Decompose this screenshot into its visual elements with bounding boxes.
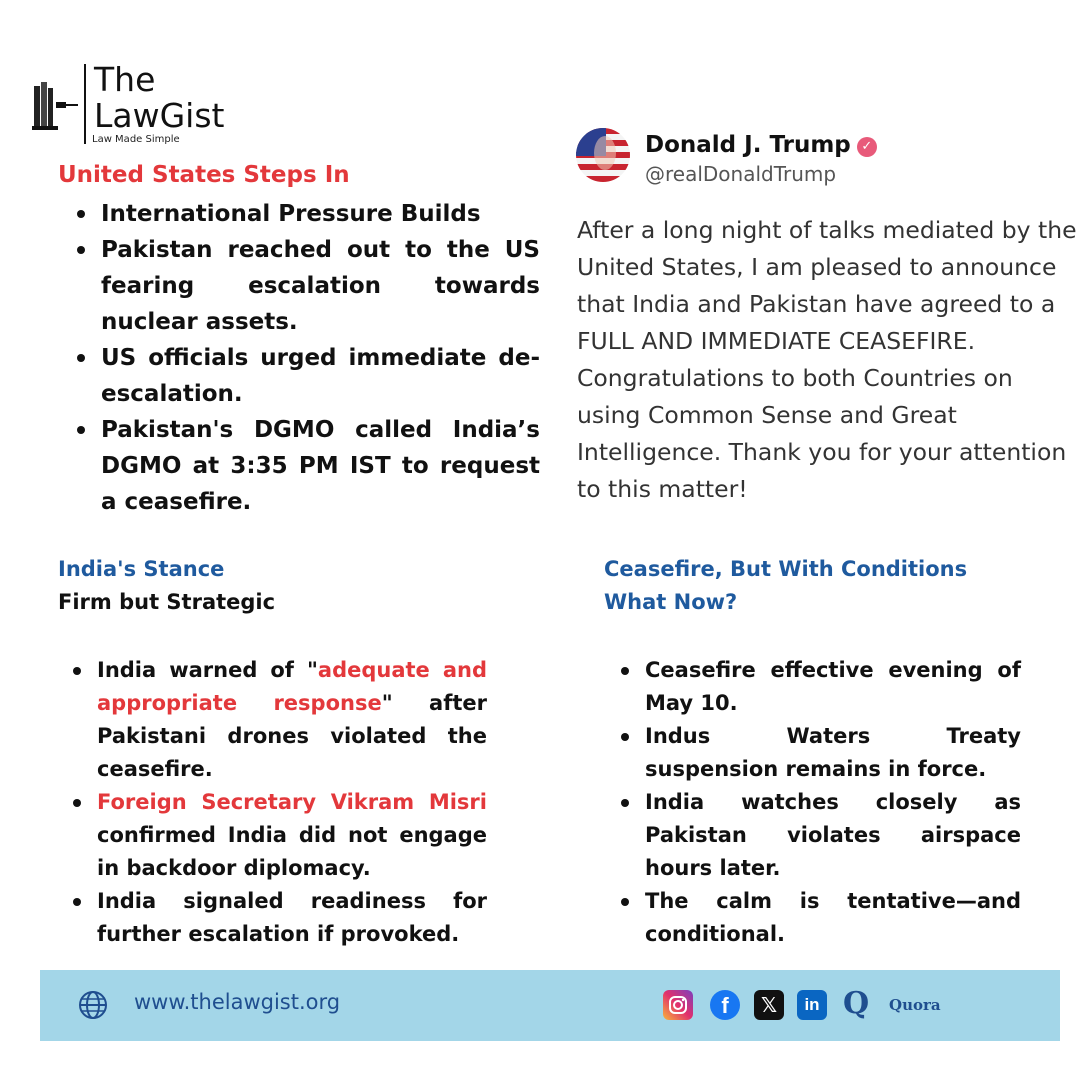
linkedin-icon[interactable]: in: [797, 990, 827, 1020]
logo-divider: [84, 64, 86, 144]
quora-icon[interactable]: Q: [843, 986, 870, 1021]
us-bullet-list: [59, 196, 540, 520]
item-text: confirmed India did not engage in backdoor diplomacy.: [97, 823, 487, 880]
section-india-subheading: Firm but Strategic: [58, 590, 276, 614]
x-icon[interactable]: 𝕏: [754, 990, 784, 1020]
list-item: The calm is tentative—and conditional.: [603, 885, 1021, 951]
list-item: International Pressure Builds: [59, 196, 540, 232]
list-item: India signaled readiness for further escalation if provoked.: [55, 885, 487, 951]
list-item: US officials urged immediate de-escalation.: [59, 340, 540, 412]
brand-name-line2: LawGist: [94, 96, 225, 135]
list-item: Pakistan reached out to the US fearing escalation towards nuclear assets.: [59, 232, 540, 340]
tweet-author: [645, 132, 877, 158]
website-link[interactable]: www.thelawgist.org: [134, 990, 341, 1014]
brand-name-line1: The: [94, 60, 156, 99]
list-item: Indus Waters Treaty suspension remains in force.: [603, 720, 1021, 786]
section-india-heading: India's Stance: [58, 557, 225, 581]
brand-tagline: Law Made Simple: [92, 134, 180, 145]
avatar: [576, 128, 630, 182]
instagram-icon[interactable]: [663, 990, 693, 1020]
verified-badge-icon: ✓: [857, 137, 877, 157]
bookshelf-gavel-icon: [30, 76, 80, 146]
brand-logo: [30, 62, 260, 152]
section-us-heading: United States Steps In: [58, 162, 350, 188]
item-text: India warned of ": [97, 658, 318, 682]
section-whatnow-heading: What Now?: [604, 590, 738, 614]
item-text: " after Pakistani drones violated the ceasefire.: [97, 691, 488, 781]
list-item: India watches closely as Pakistan violates airspace hours later.: [603, 786, 1021, 885]
tweet-author-name: Donald J. Trump: [645, 132, 851, 158]
quora-label[interactable]: Quora: [889, 996, 941, 1014]
tweet-handle: @realDonaldTrump: [645, 162, 837, 186]
list-item: [55, 654, 487, 786]
section-ceasefire-heading: Ceasefire, But With Conditions: [604, 557, 968, 581]
list-item: Ceasefire effective evening of May 10.: [603, 654, 1021, 720]
brand-name: [94, 62, 224, 134]
list-item: Pakistan's DGMO called India’s DGMO at 3:35 PM IST to request a ceasefire.: [59, 412, 540, 520]
india-bullet-list: [55, 654, 487, 951]
highlight-text: adequate and appropriate response: [97, 658, 487, 715]
facebook-icon[interactable]: f: [710, 990, 740, 1020]
highlight-text: Foreign Secretary Vikram Misri: [97, 790, 487, 814]
globe-icon: [78, 990, 108, 1020]
tweet-text: After a long night of talks mediated by the United States, I am pleased to announce that India and Pakistan have agreed to a FULL AND IMMEDIATE CEASEFIRE. Congratulations to both Countries on using Common Sense and Great Intelligence. Thank you for your attention to this matter!: [577, 216, 1077, 503]
footer-bar: [40, 970, 1060, 1041]
list-item: [55, 786, 487, 885]
ceasefire-bullet-list: [603, 654, 1021, 951]
